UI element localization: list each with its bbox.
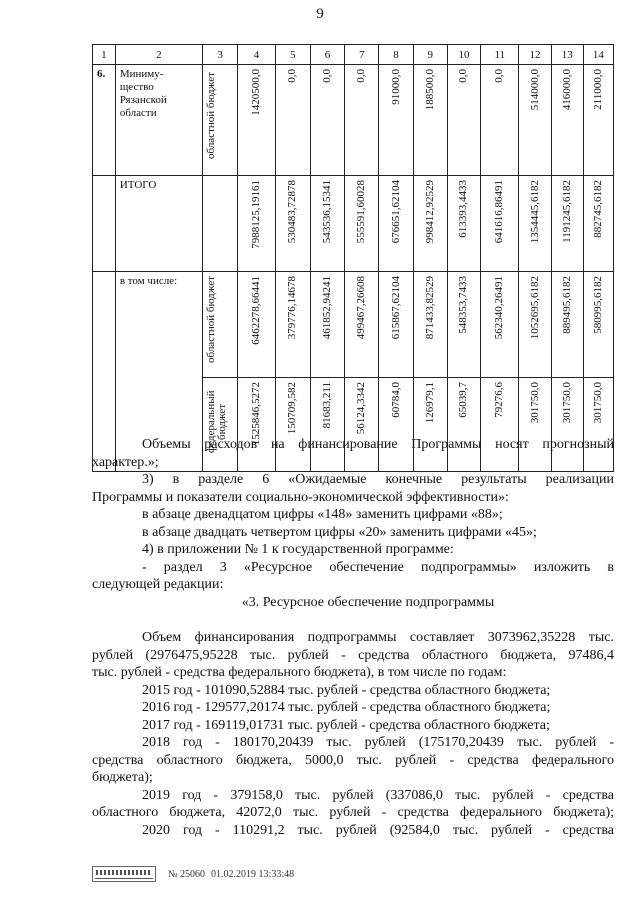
total-label: ИТОГО [115,176,202,272]
paragraph: 2019 год - 379158,0 тыс. рублей (337086,0 тыс. рублей - средства [142,787,614,803]
paragraph: областного бюджета, 42072,0 тыс. рублей - средства федерального бюджета); [92,805,614,820]
table-cell: 6462278,66441 [249,276,262,345]
including-label: в том числе: [115,272,202,472]
table-cell: 641616,86491 [493,180,506,244]
page-number: 9 [316,6,324,22]
paragraph: 3) в разделе 6 «Ожидаемые конечные результаты реализации [142,472,614,487]
document-datetime: 01.02.2019 13:33:48 [211,868,295,880]
table-cell: 0,0 [321,69,334,83]
header-cell: 5 [275,45,310,65]
table-cell: 0,0 [355,69,368,83]
paragraph: Объем финансирования подпрограммы составляет 3073962,35228 тыс. [142,630,614,645]
header-cell: 14 [583,45,613,65]
resource-table [92,44,614,472]
table-cell: 1354445,6182 [528,180,541,244]
table-cell: 676651,62104 [389,180,402,244]
paragraph: Объемы расходов на финансирование Программы носят прогнозный [142,437,614,452]
table-cell: 871433,82529 [423,276,436,340]
header-cell: 3 [203,45,238,65]
paragraph: характер.»; [92,454,159,470]
table-cell: 56124,3342 [355,382,368,435]
row-number: 6. [93,65,116,176]
body-text-financing [92,629,614,839]
source-label: областной бюджет [205,276,218,364]
table-cell: 1052695,6182 [528,276,541,340]
document-footer [92,866,294,882]
table-cell: 461852,94241 [321,276,334,340]
table-cell: 543536,15341 [321,180,334,244]
header-cell: 2 [115,45,202,65]
table-cell: 60784,0 [389,382,402,418]
table-cell: 301750,0 [528,382,541,424]
header-cell: 11 [481,45,519,65]
table-cell: 882745,6182 [591,180,604,238]
paragraph: 2020 год - 110291,2 тыс. рублей (92584,0 тыс. рублей - средства [142,822,614,838]
source-label: федеральный бюджет [205,390,229,454]
table-cell: 65039,7 [457,382,470,418]
paragraph: тыс. рублей - средства федерального бюджета), в том числе по годам: [92,665,507,680]
header-cell: 10 [447,45,480,65]
paragraph: 2015 год - 101090,52884 тыс. рублей - средства областного бюджета; [142,682,551,698]
table-row [93,176,614,272]
row-name: Миниму- щество Рязанской области [115,65,202,176]
header-cell: 1 [93,45,116,65]
source-label: областной бюджет [205,72,218,160]
header-cell: 7 [345,45,379,65]
table-cell: 0,0 [286,69,299,83]
table-cell: 562340,26491 [493,276,506,340]
table-cell: 615867,62104 [389,276,402,340]
table-cell: 514000,0 [528,69,541,111]
paragraph: в абзаце двенадцатом цифры «148» заменить цифрами «88»; [142,507,503,522]
table-cell: 1191245,6182 [560,180,573,243]
table-cell: 613393,4433 [457,180,470,238]
table-cell: 548353,7433 [457,276,470,334]
table-cell: 7988125,19161 [249,180,262,249]
paragraph: 2018 год - 180170,20439 тыс. рублей (175170,20439 тыс. рублей - [142,735,614,750]
header-cell: 6 [310,45,344,65]
table-cell: 188500,0 [423,69,436,111]
paragraph: 2016 год - 129577,20174 тыс. рублей - средства областного бюджета; [142,700,551,715]
table-header-row [93,45,614,65]
paragraph: - раздел 3 «Ресурсное обеспечение подпрограммы» изложить в [142,559,614,575]
table-cell: 530483,72878 [286,180,299,244]
table-row [93,272,614,378]
header-cell: 8 [379,45,413,65]
table-cell: 379776,14678 [286,276,299,340]
table-cell: 301750,0 [591,382,604,424]
table-cell: 150709,582 [286,382,299,435]
paragraph: следующей редакции: [92,577,224,592]
table-cell: 79276,6 [493,382,506,418]
table-cell: 0,0 [493,69,506,83]
paragraph: 2017 год - 169119,01731 тыс. рублей - средства областного бюджета; [142,717,550,733]
table-cell: 889495,6182 [560,276,573,334]
table-cell: 499467,26608 [355,276,368,340]
table-cell: 0,0 [457,69,470,83]
table-cell: 416000,0 [560,69,573,111]
paragraph: в абзаце двадцать четвертом цифры «20» заменить цифрами «45»; [142,524,537,540]
table-cell: 301750,0 [560,382,573,424]
table-cell: 1420500,0 [249,69,262,116]
header-cell: 13 [551,45,583,65]
body-text [92,436,614,611]
table-cell: 126979,1 [423,382,436,424]
document-number: № 25060 [168,868,206,880]
government-building-stamp-icon [92,866,156,882]
table-cell: 1525846,5272 [249,382,262,446]
paragraph: Программы и показатели социально-экономической эффективности»: [92,489,509,505]
paragraph: 4) в приложении № 1 к государственной программе: [142,542,454,557]
section-heading: «3. Ресурсное обеспечение подпрограммы [241,594,495,610]
table-cell: 81683,211 [321,382,334,429]
header-cell: 4 [238,45,275,65]
paragraph: средства областного бюджета, 5000,0 тыс. рублей - средства федерального [92,752,614,768]
table-row [93,65,614,176]
paragraph: рублей (2976475,95228 тыс. рублей - средства областного бюджета, 97486,4 [92,647,614,663]
table-cell: 998412,92529 [423,180,436,244]
table-cell: 580995,6182 [591,276,604,334]
paragraph: бюджета); [92,770,153,785]
table-cell: 555591,60028 [355,180,368,244]
table-cell: 91000,0 [389,69,402,105]
header-cell: 12 [519,45,551,65]
header-cell: 9 [413,45,447,65]
table-cell: 211000,0 [591,69,604,110]
